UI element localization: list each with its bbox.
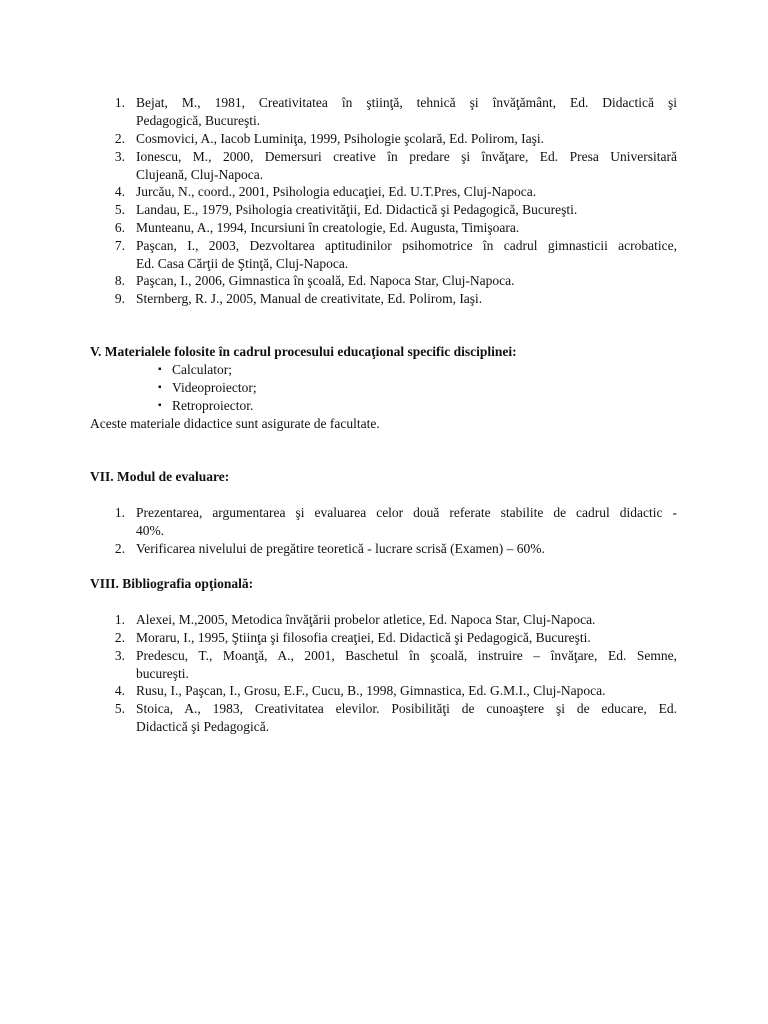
section-heading: VII. Modul de evaluare: bbox=[90, 469, 230, 484]
list-item-line: Cosmovici, A., Iacob Luminiţa, 1999, Psihologie şcolară, Ed. Polirom, Iaşi. bbox=[136, 131, 544, 146]
section-heading: V. Materialele folosite în cadrul procesului educaţional specific disciplinei: bbox=[90, 344, 517, 359]
list-item-number: 1. bbox=[114, 505, 125, 520]
list-item-line: Pedagogică, Bucureşti. bbox=[136, 113, 261, 128]
list-item-number: 2. bbox=[114, 630, 125, 645]
list-item-line: Rusu, I., Paşcan, I., Grosu, E.F., Cucu, B., 1998, Gimnastica, Ed. G.M.I., Cluj-Napoca. bbox=[136, 683, 606, 698]
list-item-number: 5. bbox=[114, 202, 125, 217]
list-item-line: Alexei, M.,2005, Metodica învăţării probelor atletice, Ed. Napoca Star, Cluj-Napoca. bbox=[136, 612, 596, 627]
list-item-number: 7. bbox=[114, 238, 125, 253]
list-item-line: Bejat, M., 1981, Creativitatea în ştiinţă, tehnică şi învăţământ, Ed. Didactică şi bbox=[136, 95, 677, 110]
list-item-line: Didactică şi Pedagogică. bbox=[136, 719, 270, 734]
list-item-number: 3. bbox=[114, 149, 125, 164]
list-item-line: Jurcău, N., coord., 2001, Psihologia educaţiei, Ed. U.T.Pres, Cluj-Napoca. bbox=[136, 184, 537, 199]
section-note: Aceste materiale didactice sunt asigurate de facultate. bbox=[90, 416, 380, 431]
list-item-number: 1. bbox=[114, 95, 125, 110]
list-item-line: Sternberg, R. J., 2005, Manual de creativitate, Ed. Polirom, Iaşi. bbox=[136, 291, 483, 306]
list-item-line: Prezentarea, argumentarea şi evaluarea celor două referate stabilite de cadrul didactic - bbox=[136, 505, 677, 520]
bullet-marker: ▪ bbox=[158, 400, 162, 411]
list-item-line: Clujeană, Cluj-Napoca. bbox=[136, 167, 264, 182]
list-item-number: 8. bbox=[114, 273, 125, 288]
list-item-number: 9. bbox=[114, 291, 125, 306]
list-item-line: Landau, E., 1979, Psihologia creativităţii, Ed. Didactică şi Pedagogică, Bucureşti. bbox=[136, 202, 578, 217]
bullet-marker: ▪ bbox=[158, 382, 162, 393]
list-item-line: Munteanu, A., 1994, Incursiuni în creatologie, Ed. Augusta, Timişoara. bbox=[136, 220, 520, 235]
list-item-number: 6. bbox=[114, 220, 125, 235]
list-item-number: 4. bbox=[114, 683, 125, 698]
bullet-item: Calculator; bbox=[172, 362, 232, 377]
bullet-item: Videoproiector; bbox=[172, 380, 257, 395]
list-item-line: Moraru, I., 1995, Ştiinţa şi filosofia creaţiei, Ed. Didactică şi Pedagogică, Bucureşti. bbox=[136, 630, 591, 645]
list-item-line: Ionescu, M., 2000, Demersuri creative în predare şi învăţare, Ed. Presa Universitară bbox=[136, 149, 677, 164]
list-item-line: Verificarea nivelului de pregătire teoretică - lucrare scrisă (Examen) – 60%. bbox=[136, 541, 545, 556]
list-item-line: Ed. Casa Cărţii de Ştinţă, Cluj-Napoca. bbox=[136, 256, 349, 271]
list-item-line: bucureşti. bbox=[136, 666, 189, 681]
list-item-line: Paşcan, I., 2003, Dezvoltarea aptitudinilor psihomotrice în cadrul gimnasticii acrobatice, bbox=[136, 238, 677, 253]
list-item-number: 2. bbox=[114, 541, 125, 556]
list-item-number: 1. bbox=[114, 612, 125, 627]
list-item-line: Paşcan, I., 2006, Gimnastica în şcoală, Ed. Napoca Star, Cluj-Napoca. bbox=[136, 273, 515, 288]
list-item-number: 3. bbox=[114, 648, 125, 663]
list-item-line: Predescu, T., Moanţă, A., 2001, Baschetul în şcoală, instruire – învăţare, Ed. Semne, bbox=[136, 648, 677, 663]
section-heading: VIII. Bibliografia opţională: bbox=[90, 576, 254, 591]
list-item-line: 40%. bbox=[136, 523, 165, 538]
bullet-item: Retroproiector. bbox=[172, 398, 254, 413]
list-item-number: 4. bbox=[114, 184, 125, 199]
bullet-marker: ▪ bbox=[158, 364, 162, 375]
list-item-number: 5. bbox=[114, 701, 125, 716]
list-item-line: Stoica, A., 1983, Creativitatea elevilor. Posibilităţi de cunoaştere şi de educare, Ed. bbox=[136, 701, 677, 716]
list-item-number: 2. bbox=[114, 131, 125, 146]
